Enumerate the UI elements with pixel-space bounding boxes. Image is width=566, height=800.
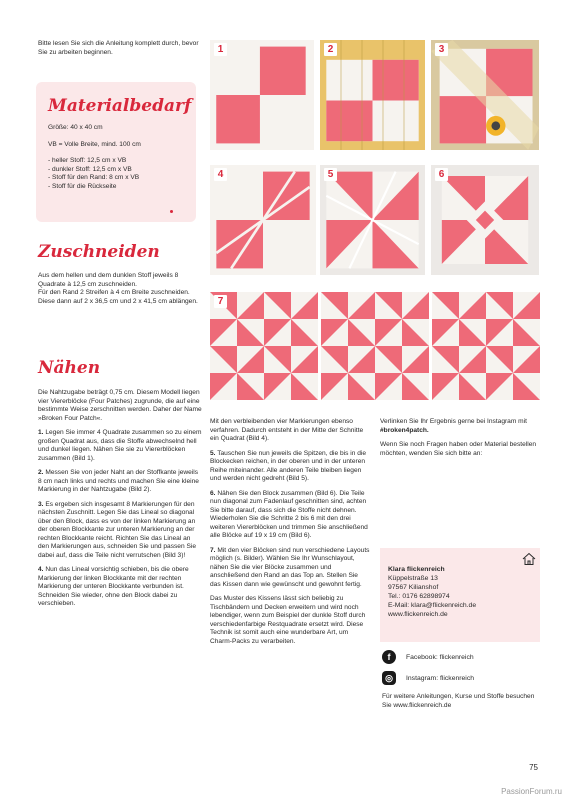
materials-item: - Stoff für den Rand: 8 cm x VB bbox=[48, 174, 140, 181]
photo-4 bbox=[210, 165, 316, 275]
hashtag: #broken4patch. bbox=[380, 426, 429, 434]
materials-box bbox=[36, 82, 196, 222]
instagram-icon: ◎ bbox=[382, 671, 396, 685]
step-7: Mit den vier Blöcken sind nun verschiedene Layouts möglich (s. Bilder). Wählen Sie Ihr Wunschlayout, nähen Sie die vier Blöcke zusammen und anschließend den Rand an das Top an. Stellen Sie das Kissen dann wie gewünscht und gewohnt fertig. bbox=[210, 546, 370, 588]
instagram-handle: Instagram: flickenreich bbox=[406, 674, 474, 682]
photo-2 bbox=[320, 40, 425, 150]
facebook-row[interactable] bbox=[382, 650, 474, 664]
photo-number: 7 bbox=[214, 295, 227, 308]
cutting-p1: Aus dem hellen und dem dunklen Stoff jeweils 8 Quadrate à 12,5 cm zuschneiden. bbox=[38, 272, 179, 288]
photo-number: 4 bbox=[214, 168, 227, 181]
contact-email[interactable]: E-Mail: klara@flickenreich.de bbox=[388, 602, 477, 609]
sewing-intro: Die Nahtzugabe beträgt 0,75 cm. Diesem Modell liegen vier Viererblöcke (Four Patches) zugrunde, die auf eine bestimmte Weise zerschnitten werden. Daher der Name »Broken Four Patch«. bbox=[38, 389, 202, 422]
column-2 bbox=[210, 418, 370, 652]
materials-vb: VB = Volle Breite, mind. 100 cm bbox=[48, 140, 141, 148]
sewing-outro: Das Muster des Kissens lässt sich beliebig zu Tischbändern und Decken erweitern und wird noch lebendiger, wenn zum Beispiel der dunkle Stoff durch verschiedenfarbige Restquadrate ersetzt wird. Diese Technik ist somit auch eine wunderbare Art, um Charm-Packs zu verarbeiten. bbox=[210, 595, 366, 645]
materials-heading: Materialbedarf bbox=[48, 96, 192, 116]
sewing-insta: Verlinken Sie Ihr Ergebnis gerne bei Instagram mit #broken4patch. bbox=[380, 418, 527, 434]
cutting-p2: Für den Rand 2 Streifen à 4 cm Breite zuschneiden. Diese dann auf 2 x 36,5 cm und 2 x 41,5 cm ablängen. bbox=[38, 289, 198, 305]
intro-text: Bitte lesen Sie sich die Anleitung komplett durch, bevor Sie zu arbeiten beginnen. bbox=[38, 40, 199, 56]
step-4-continued: Mit den verbleibenden vier Markierungen ebenso verfahren. Dadurch entsteht in der Mitte der Schnitte ein Quadrat (Bild 4). bbox=[210, 418, 364, 442]
contact-city: 97567 Kilianshof bbox=[388, 584, 439, 591]
page-number: 75 bbox=[529, 763, 538, 772]
house-icon bbox=[522, 552, 536, 566]
facebook-icon: f bbox=[382, 650, 396, 664]
column-1 bbox=[38, 389, 203, 615]
decor-dot bbox=[170, 210, 173, 213]
contact-phone: Tel.: 0176 62898974 bbox=[388, 593, 450, 600]
photo-number: 3 bbox=[435, 43, 448, 56]
step-4: Nun das Lineal vorsichtig schieben, bis die obere Markierung der linken Blockkante mit der rechten Markierung der unteren Blockkante verbunden ist. Schneiden Sie wieder, ohne den Block dabei zu verschieben. bbox=[38, 566, 189, 607]
photo-number: 2 bbox=[324, 43, 337, 56]
cutting-heading: Zuschneiden bbox=[38, 242, 160, 262]
step-5: Tauschen Sie nun jeweils die Spitzen, die bis in die Blockecken reichen, in der oberen und in der unteren Reihe miteinander. Alle anderen Teile bleiben liegen und werden nicht gedreht (Bild 5). bbox=[210, 449, 367, 482]
facebook-handle: Facebook: flickenreich bbox=[406, 653, 474, 661]
step-number: 3. bbox=[38, 500, 44, 508]
materials-size: Größe: 40 x 40 cm bbox=[48, 124, 103, 131]
materials-item: - dunkler Stoff: 12,5 cm x VB bbox=[48, 165, 132, 173]
step-number: 5. bbox=[210, 449, 216, 457]
contact-web[interactable]: www.flickenreich.de bbox=[388, 611, 448, 618]
step-number: 7. bbox=[210, 546, 216, 554]
photo-7-layouts bbox=[210, 292, 540, 400]
sewing-heading: Nähen bbox=[38, 358, 101, 378]
photo-number: 5 bbox=[324, 168, 337, 181]
materials-item: - Stoff für die Rückseite bbox=[48, 182, 117, 190]
step-2: Messen Sie von jeder Naht an der Stoffkante jeweils 8 cm nach links und rechts und machen Sie eine kleine Markierung in der Nahtzugabe (Bild 2). bbox=[38, 469, 199, 493]
photo-3 bbox=[431, 40, 539, 150]
questions-text: Wenn Sie noch Fragen haben oder Material bestellen möchten, wenden Sie sich bitte an: bbox=[380, 441, 537, 457]
column-3 bbox=[380, 418, 540, 464]
step-6: Nähen Sie den Block zusammen (Bild 6). Die Teile nun diagonal zum Fadenlauf geschnitten sind, achten Sie bitte darauf, dass sich die Stoffe nicht dehnen. Wiederholen Sie die Schritte 2 bis 6 mit den drei weiteren Viererblöcken und trimmen Sie anschließend alle Blöcke auf 19 x 19 cm (Bild 6). bbox=[210, 489, 368, 539]
materials-item: - heller Stoff: 12,5 cm x VB bbox=[48, 157, 127, 164]
photo-5 bbox=[320, 165, 425, 275]
photo-6 bbox=[431, 165, 539, 275]
step-number: 4. bbox=[38, 566, 44, 573]
step-3: Es ergeben sich insgesamt 8 Markierungen für den nächsten Zuschnitt. Legen Sie das Lineal so diagonal über den Block, dass es von der linken Markierung an der oberen Blockkante zur unteren Markierung an der rechten Blockkante reicht. Richten Sie das Lineal an den Markierungen aus, schneiden Sie und passen Sie dabei auf, dass die Teile nicht verrutschen (Bild 3)! bbox=[38, 500, 196, 559]
more-info: Für weitere Anleitungen, Kurse und Stoffe besuchen Sie www.flickenreich.de bbox=[382, 693, 535, 709]
step-1: Legen Sie immer 4 Quadrate zusammen so zu einem großen Quadrat aus, dass die Stoffe abwechselnd hell und dunkel liegen. Nähen Sie sie zu Viererblöcken zusammen (Bild 1). bbox=[38, 429, 202, 462]
photo-1 bbox=[210, 40, 314, 150]
watermark: PassionForum.ru bbox=[501, 787, 562, 796]
contact-name: Klara flickenreich bbox=[388, 566, 445, 573]
photo-number: 6 bbox=[435, 168, 448, 181]
step-number: 6. bbox=[210, 489, 216, 497]
step-number: 2. bbox=[38, 469, 44, 476]
contact-street: Küppelstraße 13 bbox=[388, 575, 438, 582]
photo-number: 1 bbox=[214, 43, 227, 56]
contact-box bbox=[380, 548, 540, 642]
instagram-row[interactable] bbox=[382, 671, 474, 685]
step-number: 1. bbox=[38, 429, 44, 436]
